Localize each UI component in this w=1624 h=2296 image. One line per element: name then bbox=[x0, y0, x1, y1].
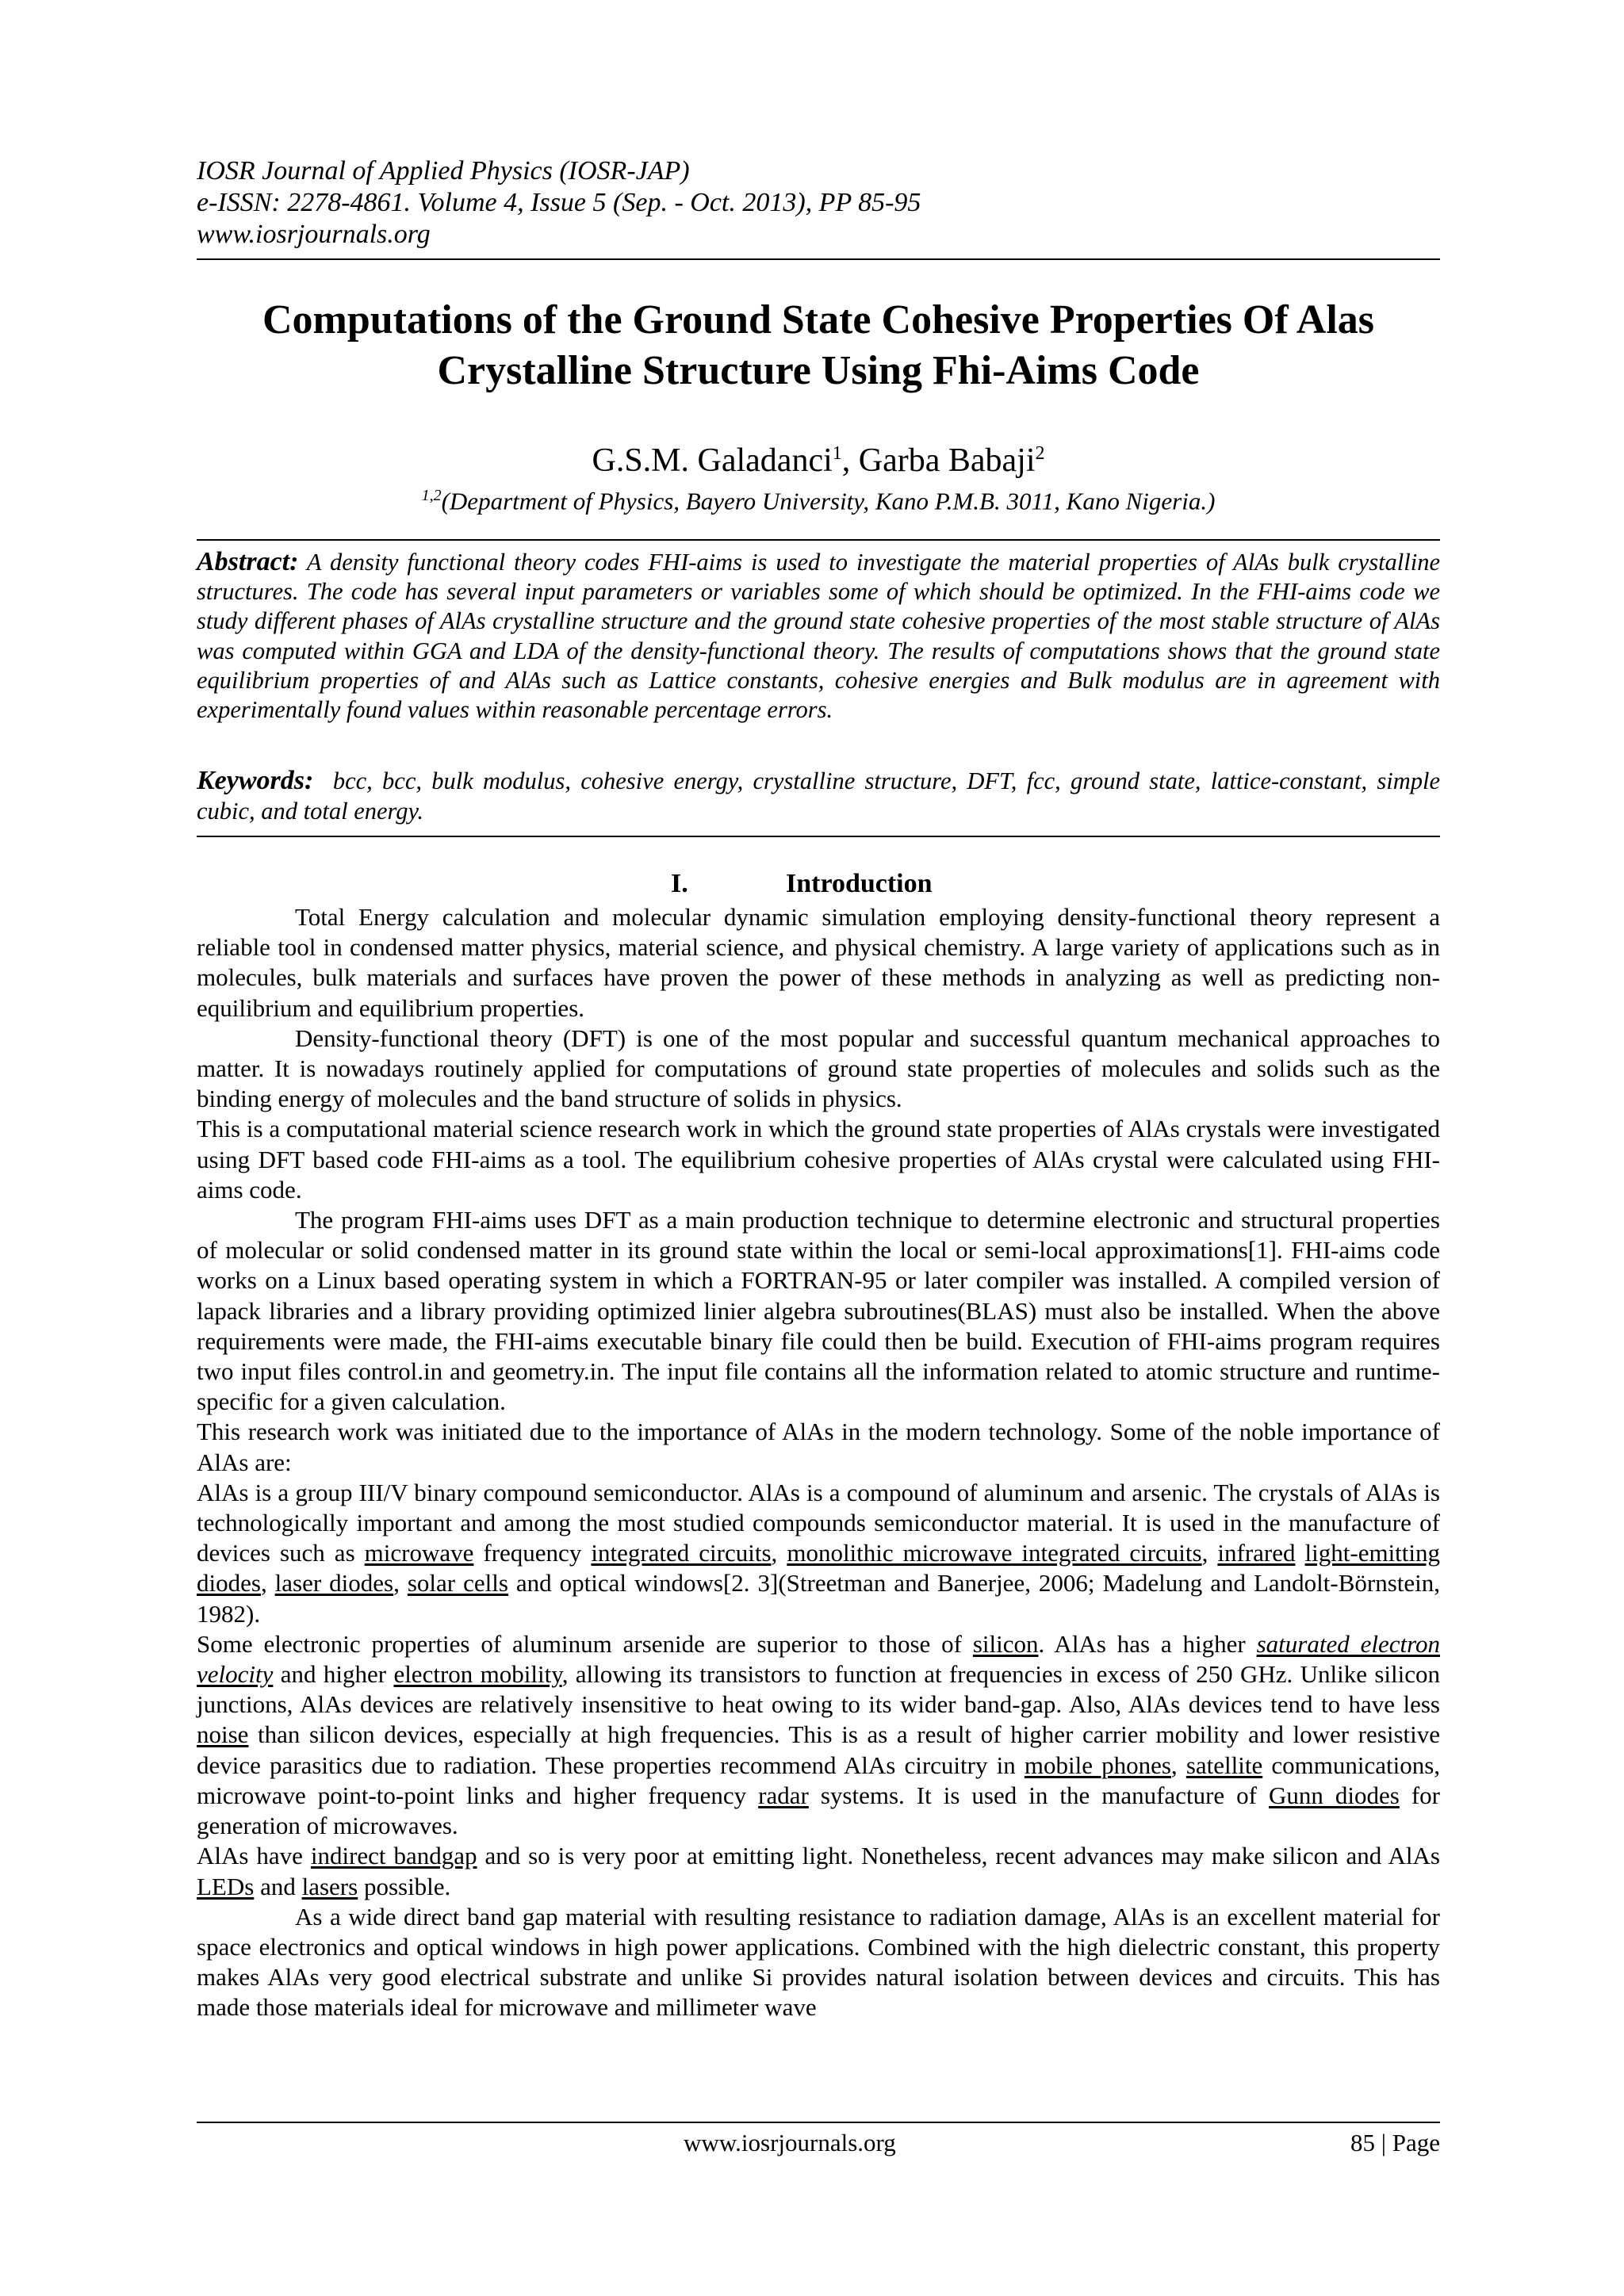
paragraph-2: Density-functional theory (DFT) is one of the most popular and successful quantum mechanical approaches to matter. It is nowadays routinely applied for computations of ground state properties of molecules and solids such as the binding energy of molecules and the band structure of solids in physics. bbox=[197, 1024, 1440, 1113]
keywords bbox=[197, 766, 1440, 826]
journal-name: IOSR Journal of Applied Physics (IOSR-JAP) bbox=[197, 156, 690, 186]
author-2-affil-mark: 2 bbox=[1035, 443, 1045, 464]
abstract-top-rule bbox=[197, 539, 1440, 541]
abstract bbox=[197, 547, 1440, 725]
author-1-affil-mark: 1 bbox=[832, 443, 842, 464]
text-run: systems. It is used in the manufacture of bbox=[808, 1781, 1269, 1809]
body-text bbox=[197, 902, 1440, 2023]
affiliation-text: (Department of Physics, Bayero University, Kano P.M.B. 3011, Kano Nigeria.) bbox=[441, 487, 1216, 515]
journal-url: www.iosrjournals.org bbox=[197, 220, 431, 249]
link-satellite[interactable]: satellite bbox=[1185, 1751, 1263, 1779]
link-lasers[interactable]: lasers bbox=[301, 1872, 358, 1900]
footer-rule bbox=[197, 2122, 1440, 2123]
paragraph-3: This is a computational material science research work in which the ground state properties of AlAs crystals were investigated using DFT based code FHI-aims as a tool. The equilibrium cohesive properties of AlAs crystal were calculated using FHI-aims code. bbox=[197, 1115, 1440, 1203]
keywords-label: Keywords: bbox=[197, 766, 314, 795]
author-2: Garba Babaji bbox=[858, 442, 1036, 479]
text-run: and optical windows[2. 3](Streetman and Banerjee, 2006; Madelung and Landolt-Börnstein, 1982). bbox=[197, 1569, 1440, 1628]
text-run: frequency bbox=[473, 1539, 592, 1567]
link-solar-cells[interactable]: solar cells bbox=[407, 1569, 508, 1598]
link-saturated-electron-velocity[interactable]: saturated electron velocity bbox=[197, 1629, 1441, 1689]
section-title: Introduction bbox=[786, 869, 933, 898]
paragraph-5: This research work was initiated due to the importance of AlAs in the modern technology. Some of the noble importance of AlAs are: bbox=[197, 1418, 1440, 1476]
abstract-label: Abstract: bbox=[197, 547, 299, 576]
text-run: , bbox=[260, 1569, 275, 1598]
author-list bbox=[197, 434, 1440, 480]
link-gunn-diodes[interactable]: Gunn diodes bbox=[1269, 1781, 1400, 1809]
journal-issn: e-ISSN: 2278-4861. Volume 4, Issue 5 (Sep. - Oct. 2013), PP 85-95 bbox=[197, 188, 921, 217]
page-number: 85 | Page bbox=[1350, 2129, 1440, 2156]
abstract-bottom-rule bbox=[197, 836, 1440, 837]
link-electron-mobility[interactable]: electron mobility bbox=[393, 1660, 562, 1689]
paragraph-1: Total Energy calculation and molecular dynamic simulation employing density-functional theory represent a reliable tool in condensed matter physics, material science, and physical chemistry. A large variety of applications such as in molecules, bulk materials and surfaces have proven the power of these methods in analyzing as well as predicting non-equilibrium and equilibrium properties. bbox=[197, 903, 1440, 1022]
abstract-text: A density functional theory codes FHI-aims is used to investigate the material properties of AlAs bulk crystalline structures. The code has several input parameters or variables some of which should be optimized. In the FHI-aims code we study different phases of AlAs crystalline structure and the ground state cohesive properties of the most stable structure of AlAs was computed within GGA and LDA of the density-functional theory. The results of computations shows that the ground state equilibrium properties of and AlAs such as Lattice constants, cohesive energies and Bulk modulus are in agreement with experimentally found values within reasonable percentage errors. bbox=[197, 549, 1440, 724]
link-microwave[interactable]: microwave bbox=[364, 1539, 474, 1567]
text-run: communications, microwave point-to-point links and higher frequency bbox=[197, 1751, 1441, 1809]
text-run: Some electronic properties of aluminum arsenide are superior to those of bbox=[197, 1629, 973, 1658]
paragraph-4: The program FHI-aims uses DFT as a main production technique to determine electronic and structural properties of molecular or solid condensed matter in its ground state within the local or semi-local approximations[1]. FHI-aims code works on a Linux based operating system in which a FORTRAN-95 or later compiler was installed. A compiled version of lapack libraries and a library providing optimized linier algebra subroutines(BLAS) must also be installed. When the above requirements were made, the FHI-aims executable binary file could then be build. Execution of FHI-aims program requires two input files control.in and geometry.in. The input file contains all the information related to atomic structure and runtime-specific for a given calculation. bbox=[197, 1206, 1440, 1416]
link-laser-diodes[interactable]: laser diodes bbox=[274, 1569, 394, 1598]
link-infrared[interactable]: infrared bbox=[1217, 1539, 1296, 1567]
section-number: I. bbox=[671, 869, 688, 898]
affiliation-mark: 1,2 bbox=[421, 487, 442, 504]
paper-title bbox=[197, 295, 1440, 396]
link-mobile-phones[interactable]: mobile phones bbox=[1024, 1751, 1171, 1779]
title-line-2: Crystalline Structure Using Fhi-Aims Code bbox=[437, 348, 1200, 393]
paragraph-6 bbox=[197, 1478, 1440, 1629]
text-run: possible. bbox=[358, 1872, 451, 1900]
header-rule bbox=[197, 258, 1440, 260]
link-led[interactable]: light-emitting diodes bbox=[197, 1539, 1441, 1598]
link-indirect-bandgap[interactable]: indirect bandgap bbox=[310, 1842, 477, 1870]
link-leds[interactable]: LEDs bbox=[197, 1872, 255, 1900]
text-run: and bbox=[254, 1872, 302, 1900]
text-run: and higher bbox=[273, 1660, 394, 1689]
link-radar[interactable]: radar bbox=[758, 1781, 809, 1809]
text-run: , allowing its transistors to function at frequencies in excess of 250 GHz. Unlike silicon junctions, AlAs devices are relatively insensitive to heat owing to its wider band-gap. Also, AlAs devices tend to have less bbox=[197, 1660, 1440, 1719]
text-run: , bbox=[393, 1569, 408, 1598]
affiliation bbox=[197, 480, 1440, 516]
text-run: , bbox=[1170, 1751, 1186, 1779]
text-run: AlAs have bbox=[197, 1842, 311, 1870]
author-separator: , bbox=[841, 442, 859, 479]
paragraph-9: As a wide direct band gap material with resulting resistance to radiation damage, AlAs is an excellent material for space electronics and optical windows in high power applications. Combined with the high dielectric constant, this property makes AlAs very good electrical substrate and unlike Si provides natural isolation between devices and circuits. This has made those materials ideal for microwave and millimeter wave bbox=[197, 1902, 1440, 2022]
text-run: for generation of microwaves. bbox=[197, 1781, 1440, 1840]
text-run bbox=[1296, 1539, 1305, 1567]
link-mmic[interactable]: monolithic microwave integrated circuits bbox=[787, 1539, 1202, 1567]
text-run: and so is very poor at emitting light. Nonetheless, recent advances may make silicon and AlAs bbox=[477, 1842, 1440, 1870]
link-silicon[interactable]: silicon bbox=[972, 1629, 1039, 1658]
title-line-1: Computations of the Ground State Cohesive Properties Of Alas bbox=[262, 297, 1375, 342]
link-noise[interactable]: noise bbox=[197, 1720, 249, 1749]
journal-header bbox=[197, 155, 1440, 251]
text-run: . AlAs has a higher bbox=[1038, 1629, 1257, 1658]
paragraph-8 bbox=[197, 1841, 1440, 1901]
keywords-text: bcc, bcc, bulk modulus, cohesive energy, crystalline structure, DFT, fcc, ground state, lattice-constant, simple cubic, and total energy. bbox=[197, 767, 1440, 825]
paragraph-7 bbox=[197, 1629, 1440, 1841]
link-integrated-circuits[interactable]: integrated circuits bbox=[591, 1539, 772, 1567]
footer-url: www.iosrjournals.org bbox=[684, 2129, 896, 2156]
text-run: , bbox=[1201, 1539, 1218, 1567]
text-run: , bbox=[771, 1539, 787, 1567]
text-run: AlAs is a group III/V binary compound semiconductor. AlAs is a compound of aluminum and arsenic. The crystals of AlAs is technologically important and among the most studied compounds semiconductor material. It is used in the manufacture of devices such as bbox=[197, 1478, 1440, 1567]
text-run: than silicon devices, especially at high frequencies. This is as a result of higher carrier mobility and lower resistive device parasitics due to radiation. These properties recommend AlAs circuitry in bbox=[197, 1720, 1440, 1779]
author-1: G.S.M. Galadanci bbox=[592, 442, 833, 479]
